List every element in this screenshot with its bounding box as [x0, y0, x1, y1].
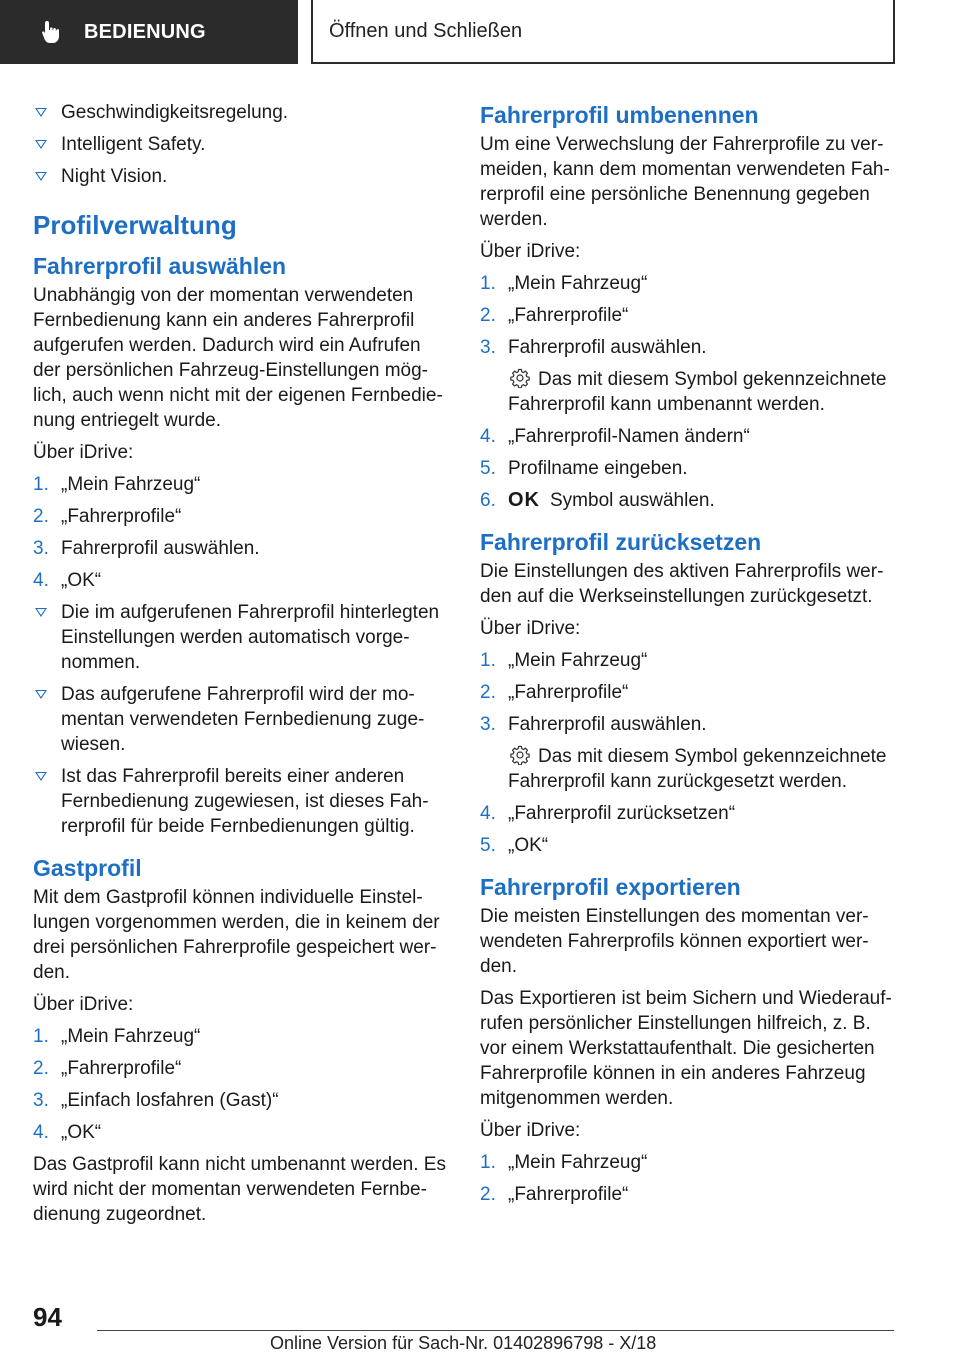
- paragraph: Über iDrive:: [480, 618, 581, 639]
- page-header: [0, 0, 960, 66]
- paragraph: Unabhängig von der momentan verwendeten Fernbedienung kann ein anderes Fahrerprofil aufgerufen werden. Dadurch wird ein Aufrufen der persönlichen Fahrzeug-Einstellungen mög-lich, auch wenn nicht mit der eigenen Fernbedie-nung entriegelt wurde.: [33, 285, 443, 431]
- heading-select-profile: Fahrerprofil auswählen: [33, 253, 287, 279]
- list-item: 1. „Mein Fahrzeug“: [480, 650, 648, 671]
- left-column: [33, 100, 448, 1234]
- list-item: 3. Fahrerprofil auswählen.: [480, 714, 707, 735]
- list-item: Ist das Fahrerprofil bereits einer anderen Fernbedienung zugewiesen, ist dieses Fah-rerprofil für beide Fernbedienungen gültig.: [33, 764, 448, 839]
- list-item: 2. „Fahrerprofile“: [480, 305, 629, 326]
- list-item: 1. „Mein Fahrzeug“: [33, 474, 201, 495]
- paragraph: Über iDrive:: [33, 442, 134, 463]
- list-item: 1. „Mein Fahrzeug“: [33, 1026, 201, 1047]
- right-column: [480, 100, 895, 1214]
- section-label: BEDIENUNG: [84, 20, 206, 43]
- heading-rename-profile: Fahrerprofil umbenennen: [480, 102, 759, 128]
- paragraph: Mit dem Gastprofil können individuelle Einstel-lungen vorgenommen werden, die in keinem der drei persönlichen Fahrerprofile gespeichert wer-den.: [33, 887, 440, 983]
- list-item: 5. Profilname eingeben.: [480, 458, 688, 479]
- list-item: 4. „OK“: [33, 1122, 102, 1143]
- list-item: 1. „Mein Fahrzeug“: [480, 1152, 648, 1173]
- list-item: 3. „Einfach losfahren (Gast)“: [33, 1090, 279, 1111]
- paragraph: Über iDrive:: [33, 994, 134, 1015]
- list-item: 5. „OK“: [480, 835, 549, 856]
- list-item: 2. „Fahrerprofile“: [33, 506, 182, 527]
- heading-guest-profile: Gastprofil: [33, 855, 142, 881]
- list-item: 2. „Fahrerprofile“: [33, 1058, 182, 1079]
- gear-icon: [510, 368, 530, 388]
- paragraph: Das Gastprofil kann nicht umbenannt werden. Es wird nicht der momentan verwendeten Fernbe-dienung zugeordnet.: [33, 1154, 446, 1225]
- chapter-title: Öffnen und Schließen: [311, 0, 895, 64]
- paragraph: Über iDrive:: [480, 241, 581, 262]
- paragraph: Über iDrive:: [480, 1120, 581, 1141]
- list-item: Geschwindigkeitsregelung.: [33, 100, 448, 125]
- note: Das mit diesem Symbol gekennzeichnete Fahrerprofil kann umbenannt werden.: [508, 369, 887, 415]
- paragraph: Das Exportieren ist beim Sichern und Wiederauf-rufen persönlicher Einstellungen hilfreich, z. B. vor einem Werkstattaufenthalt. Die gesicherten Fahrerprofile können in ein anderes Fahrzeug mitgenommen werden.: [480, 988, 892, 1109]
- list-item: 4. „Fahrerprofil zurücksetzen“: [480, 803, 736, 824]
- list-item: 6. OK Symbol auswählen.: [480, 489, 715, 511]
- heading-profilverwaltung: Profilverwaltung: [33, 210, 237, 240]
- list-item: 4. „Fahrerprofil-Namen ändern“: [480, 426, 750, 447]
- heading-reset-profile: Fahrerprofil zurücksetzen: [480, 529, 762, 555]
- list-item: Das aufgerufene Fahrerprofil wird der mo-mentan verwendeten Fernbedienung zuge-wiesen.: [33, 682, 448, 757]
- list-item: 2. „Fahrerprofile“: [480, 1184, 629, 1205]
- list-item: Night Vision.: [33, 164, 448, 189]
- list-item: 3. Fahrerprofil auswählen.: [33, 538, 260, 559]
- gear-icon: [510, 745, 530, 765]
- ok-icon: OK: [508, 489, 540, 511]
- list-item: 1. „Mein Fahrzeug“: [480, 273, 648, 294]
- list-item: 2. „Fahrerprofile“: [480, 682, 629, 703]
- note: Das mit diesem Symbol gekennzeichnete Fahrerprofil kann zurückgesetzt werden.: [508, 746, 887, 792]
- hand-pointer-icon: [40, 19, 66, 45]
- list-item: 4. „OK“: [33, 570, 102, 591]
- paragraph: Die Einstellungen des aktiven Fahrerprofils wer-den auf die Werkseinstellungen zurückgesetzt.: [480, 561, 884, 607]
- list-item: 3. Fahrerprofil auswählen.: [480, 337, 707, 358]
- paragraph: Die meisten Einstellungen des momentan ver-wendeten Fahrerprofils können exportiert wer-den.: [480, 906, 869, 977]
- paragraph: Um eine Verwechslung der Fahrerprofile zu ver-meiden, kann dem momentan verwendeten Fah-rerprofil eine persönliche Benennung gegeben werden.: [480, 134, 890, 230]
- list-item: Die im aufgerufenen Fahrerprofil hinterlegten Einstellungen werden automatisch vorge-nommen.: [33, 600, 448, 675]
- list-item: Intelligent Safety.: [33, 132, 448, 157]
- online-version-note: Online Version für Sach-Nr. 01402896798 - X/18: [270, 1333, 657, 1353]
- footer-divider: [97, 1330, 894, 1331]
- section-tab: [0, 0, 298, 64]
- page-number: 94: [33, 1302, 62, 1332]
- heading-export-profile: Fahrerprofil exportieren: [480, 874, 741, 900]
